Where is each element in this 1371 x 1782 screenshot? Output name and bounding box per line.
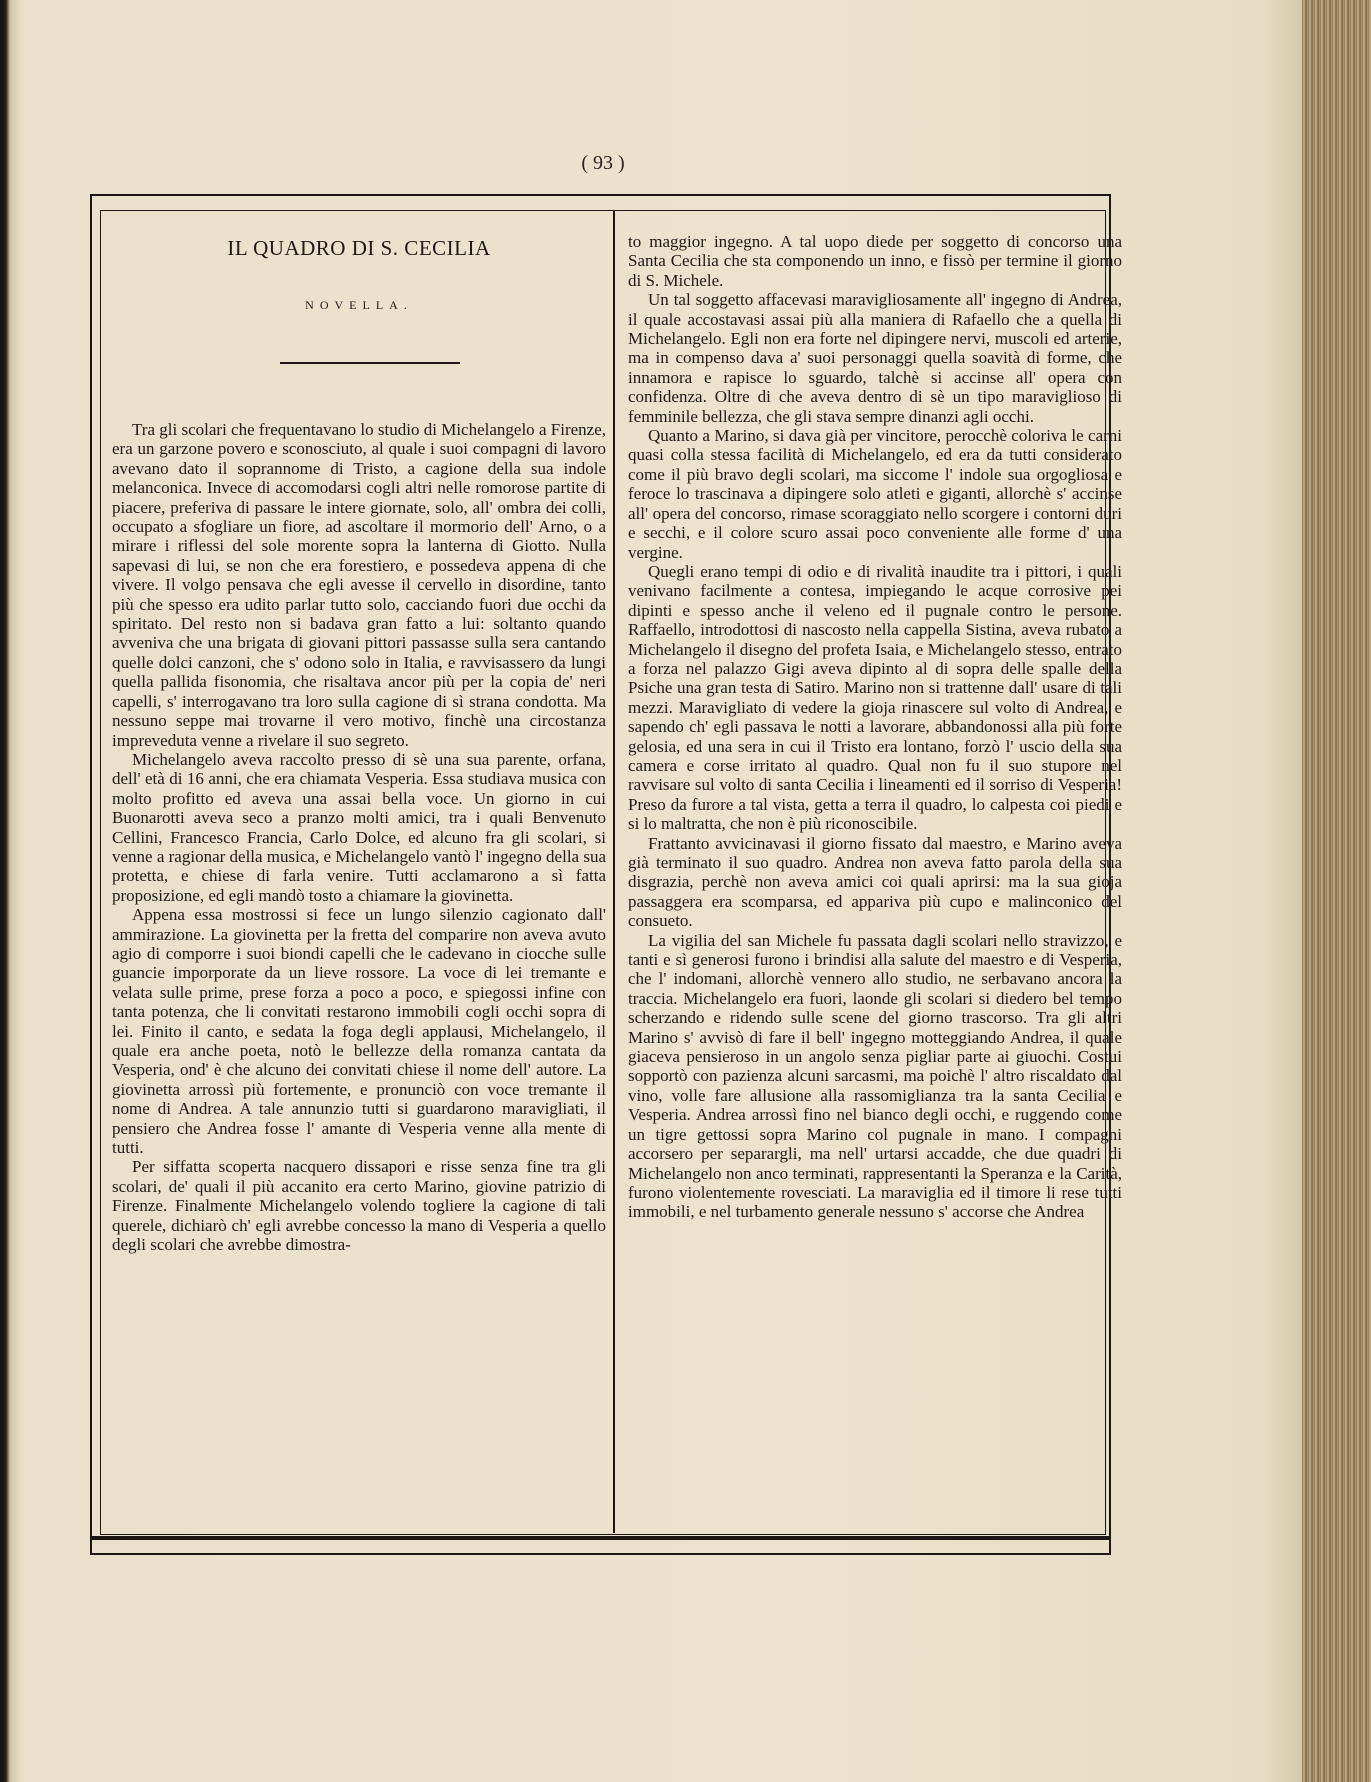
article-title: IL QUADRO DI S. CECILIA [227, 236, 491, 260]
bottom-rule [90, 1536, 1109, 1540]
paragraph-continued: to maggior ingegno. A tal uopo diede per soggetto di concorso una Santa Cecilia che sta componendo un inno, e fissò per termine il giorno di S. Michele. [628, 232, 1122, 290]
column-divider [613, 211, 615, 1533]
paragraph: Frattanto avvicinavasi il giorno fissato dal maestro, e Marino aveva già terminato il suo quadro. Andrea non aveva fatto parola della sua disgrazia, perchè non aveva amici coi quali aprirsi: ma la sua gioja passaggera era scomparsa, ed appariva più cupo e malinconico del consueto. [628, 833, 1122, 931]
paragraph: Appena essa mostrossi si fece un lungo silenzio cagionato dall' ammirazione. La giovinetta per la fretta del comparire non aveva avuto agio di comporre i suoi biondi capelli che le cadevano in ciocche sulle guancie imporporate da un lieve rossore. La voce di lei tremante e velata sulle prime, prese forza a poco a poco, e spiegossi infine con tanta potenza, che li convitati restarono immobili cogli occhi sopra di lei. Finito il canto, e sedata la foga degli applausi, Michelangelo, il quale era anche poeta, notò le bellezze della romanza cantata da Vesperia, ond' è che alcuno dei convitati chiese il nome dell' autore. La giovinetta arrossì più fortemente, e pronunciò con voce tremante il nome di Andrea. A tale annunzio tutti si guardarono maravigliati, il pensiero che Andrea fosse l' amante di Vesperia venne alla mente di tutti. [112, 905, 606, 1158]
paragraph: Quanto a Marino, si dava già per vincitore, perocchè coloriva le carni quasi colla stessa facilità di Michelangelo, ed era da tutti considerato come il più bravo degli scolari, ma siccome l' indole sua orgogliosa e feroce lo trascinava a dipingere solo atleti e giganti, allorchè s' accinse all' opera del concorso, rimase scoraggiato nello scorgere i contorni duri e secchi, e il colore scuro assai poco conveniente alle forme d' una vergine. [628, 426, 1122, 562]
paragraph: Quegli erano tempi di odio e di rivalità inaudite tra i pittori, i quali venivano facilmente a contesa, impiegando le acque corrosive pei dipinti e spesso anche il veleno ed il pugnale contro le persone. Raffaello, introdottosi di nascosto nella cappella Sistina, aveva rubato a Michelangelo il disegno del profeta Isaia, e Michelangelo stesso, entrato a forza nel palazzo Gigi aveva dipinto al di sopra delle spalle della Psiche una gran testa di Satiro. Marino non si trattenne dall' usare di tali mezzi. Maravigliato di vedere la gioja rinascere sul volto di Andrea, e sapendo ch' egli passava le notti a lavorare, abbandonossi alla più forte gelosia, ed una sera in cui il Tristo era lontano, forzò l' uscio della sua camera e corse irritato al quadro. Qual non fu il suo stupore nel ravvisare sul volto di santa Cecilia i lineamenti ed il sorriso di Vesperia! Preso da furore a tal vista, getta a terra il quadro, lo calpesta coi piedi e si lo maltratta, che non è più riconoscibile. [628, 561, 1122, 834]
paragraph: Michelangelo aveva raccolto presso di sè una sua parente, orfana, dell' età di 16 anni, che era chiamata Vesperia. Essa studiava musica con molto profitto ed aveva una assai bella voce. Un giorno in cui Buonarotti aveva seco a pranzo molti amici, tra i quali Benvenuto Cellini, Francesco Francia, Carlo Dolce, ed alcuno fra gli scolari, si venne a ragionar della musica, e Michelangelo vantò l' ingegno della sua protetta, e chiese di farla venire. Tutti acclamarono a sì fatta proposizione, ed egli mandò tosto a chiamare la giovinetta. [112, 749, 606, 905]
left-column [112, 420, 606, 1254]
page-number: ( 93 ) [581, 152, 625, 174]
paragraph: Per siffatta scoperta nacquero dissapori e risse senza fine tra gli scolari, de' quali il più accanito era certo Marino, giovine patrizio di Firenze. Finalmente Michelangelo volendo togliere la cagione di tali querele, dichiarò ch' egli avrebbe concesso la mano di Vesperia a quello degli scolari che avrebbe dimostra- [112, 1157, 606, 1255]
paragraph: Un tal soggetto affacevasi maravigliosamente all' ingegno di Andrea, il quale accostavasi assai più alla maniera di Rafaello che a quella di Michelangelo. Egli non era forte nel dipingere nervi, muscoli ed arterie, ma in compenso dava a' suoi personaggi quella soavità di forme, che innamora e rapisce lo sguardo, talchè si accinse all' opera con confidenza. Oltre di che aveva dentro di sè un tipo maraviglioso di femminile bellezza, che gli stava sempre dinanzi agli occhi. [628, 290, 1122, 426]
paragraph: Tra gli scolari che frequentavano lo studio di Michelangelo a Firenze, era un garzone povero e sconosciuto, al quale i suoi compagni di lavoro avevano dato il soprannome di Tristo, a cagione della sua indole melanconica. Invece di accomodarsi cogli altri nelle romorose partite di piacere, preferiva di passare le intere giornate, solo, all' ombra dei colli, occupato a sfogliare un fiore, ad ascoltare il mormorio dell' Arno, o a mirare i riflessi del sole morente sopra la lanterna di Giotto. Nulla sapevasi di lui, se non che era forestiero, e possedeva appena di che vivere. Il volgo pensava che egli avesse il cervello in disordine, tanto più che spesso era udito parlar tutto solo, cacciando fuori due occhi da spiritato. Del resto non si badava gran fatto a lui: soltanto quando avveniva che una brigata di giovani pittori passasse sulla sera cantando quelle dolci canzoni, che s' odono solo in Italia, e ravvisassero da lungi quella pallida fisonomia, che risaltava ancor più per la copia de' neri capelli, s' interrogavano tra loro sulla cagione di sì strana condotta. Ma nessuno seppe mai trovarne il vero motivo, finchè una circostanza impreveduta venne a rivelare il suo segreto. [112, 420, 606, 750]
book-page-edges [1302, 0, 1371, 1782]
article-subtitle: NOVELLA. [305, 298, 413, 312]
title-divider [280, 362, 460, 364]
right-column [628, 232, 1122, 1222]
paragraph: La vigilia del san Michele fu passata dagli scolari nello stravizzo, e tanti e sì generosi furono i brindisi alla salute del maestro e di Vesperia, che l' indomani, allorchè vennero allo studio, ne serbavano ancora la traccia. Michelangelo era fuori, laonde gli scolari si diedero bel tempo scherzando e ridendo sulle scene del giorno trascorso. Tra gli altri Marino s' avvisò di fare il bell' ingegno motteggiando Andrea, il quale giaceva pensieroso in un angolo senza pigliar parte ai giuochi. Costui sopportò con pazienza alcuni sarcasmi, ma poichè l' altro riscaldato dal vino, volle fare allusione alla rassomiglianza tra la santa Cecilia e Vesperia. Andrea arrossì fino nel bianco degli occhi, e ruggendo come un tigre gettossi sopra Marino col pugnale in mano. I compagni accorsero per separargli, ma nell' urtarsi accadde, che due quadri di Michelangelo non anco terminati, rappresentanti la Speranza e la Carità, furono violentemente rovesciati. La maraviglia ed il timore li rese tutti immobili, e nel turbamento generale nessuno s' accorse che Andrea [628, 930, 1122, 1222]
